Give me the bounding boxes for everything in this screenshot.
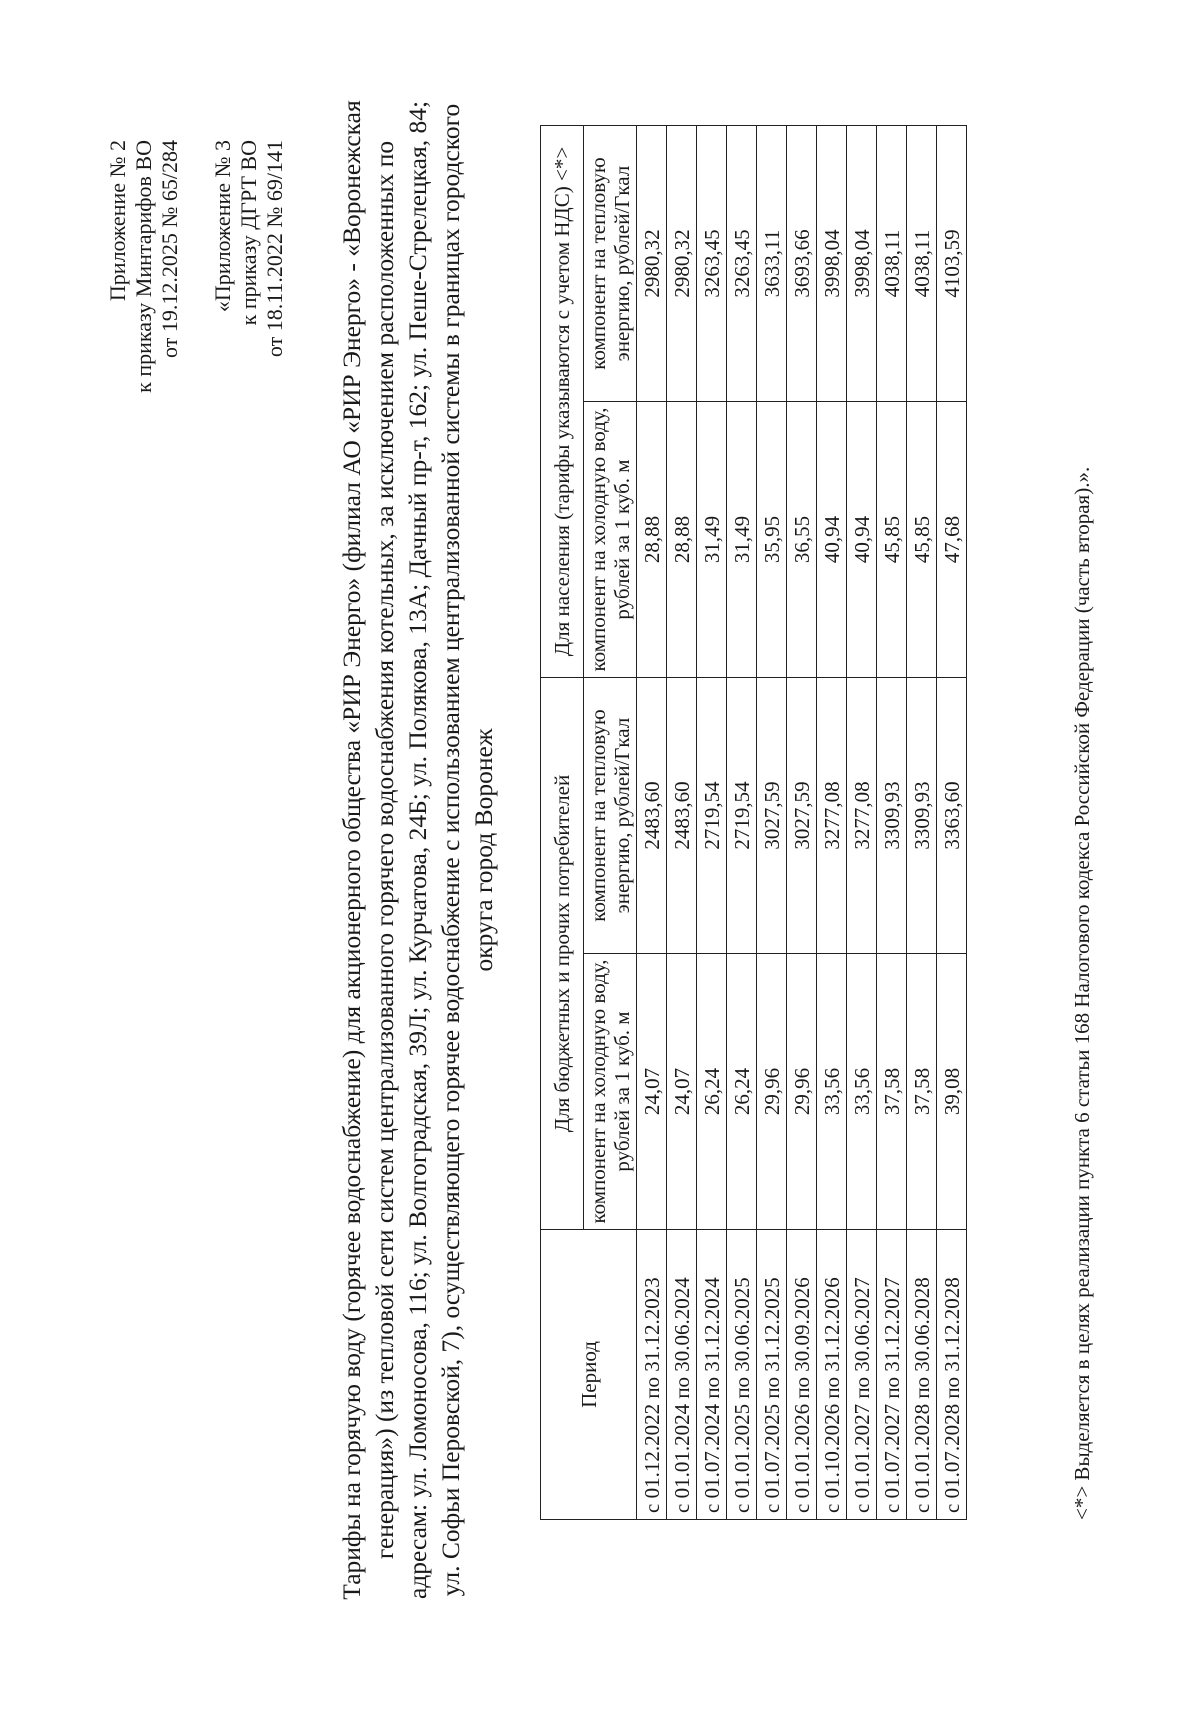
budget-cold-cell: 37,58 <box>907 954 937 1230</box>
table-row <box>697 126 727 1520</box>
appendix-order-ref: к приказу Минтарифов ВО <box>131 140 156 393</box>
population-heat-cell: 3263,45 <box>727 126 757 402</box>
subheader-budget-cold: компонент на холодную воду, рублей за 1 куб. м <box>584 954 637 1230</box>
period-cell: с 01.01.2025 по 30.06.2025 <box>727 1230 757 1520</box>
budget-heat-cell: 3277,08 <box>847 678 877 954</box>
period-cell: с 01.01.2028 по 30.06.2028 <box>907 1230 937 1520</box>
appendix-order-date: от 19.12.2025 № 65/284 <box>157 140 182 358</box>
rotated-document-page <box>60 80 1140 1640</box>
table-row <box>787 126 817 1520</box>
table-row <box>727 126 757 1520</box>
table-row <box>637 126 667 1520</box>
appendix-number: Приложение № 2 <box>105 140 130 302</box>
table-row <box>667 126 697 1520</box>
population-cold-cell: 40,94 <box>817 402 847 678</box>
table-row <box>907 126 937 1520</box>
appendix-prev-order-ref: к приказу ДГРТ ВО <box>236 140 261 326</box>
subheader-population-heat: компонент на тепловую энергию, рублей/Гкал <box>584 126 637 402</box>
budget-heat-cell: 2719,54 <box>727 678 757 954</box>
budget-heat-cell: 3309,93 <box>907 678 937 954</box>
population-heat-cell: 4038,11 <box>877 126 907 402</box>
budget-heat-cell: 3277,08 <box>817 678 847 954</box>
period-cell: с 01.01.2026 по 30.09.2026 <box>787 1230 817 1520</box>
population-cold-cell: 47,68 <box>937 402 967 678</box>
footnote: <*> Выделяется в целях реализации пункта 6 статьи 168 Налогового кодекса Российской Федерации (часть вторая).». <box>1070 466 1094 1520</box>
header-period: Период <box>541 1230 637 1520</box>
population-heat-cell: 3998,04 <box>847 126 877 402</box>
period-cell: с 01.01.2024 по 30.06.2024 <box>667 1230 697 1520</box>
budget-heat-cell: 3027,59 <box>787 678 817 954</box>
budget-heat-cell: 3309,93 <box>877 678 907 954</box>
table-row <box>937 126 967 1520</box>
budget-cold-cell: 24,07 <box>637 954 667 1230</box>
budget-cold-cell: 33,56 <box>817 954 847 1230</box>
population-cold-cell: 31,49 <box>727 402 757 678</box>
population-heat-cell: 3998,04 <box>817 126 847 402</box>
population-cold-cell: 31,49 <box>697 402 727 678</box>
population-cold-cell: 28,88 <box>637 402 667 678</box>
period-cell: с 01.07.2025 по 31.12.2025 <box>757 1230 787 1520</box>
budget-cold-cell: 29,96 <box>757 954 787 1230</box>
budget-cold-cell: 37,58 <box>877 954 907 1230</box>
budget-heat-cell: 3027,59 <box>757 678 787 954</box>
population-heat-cell: 3633,11 <box>757 126 787 402</box>
period-cell: с 01.07.2027 по 31.12.2027 <box>877 1230 907 1520</box>
appendix-header-current <box>105 140 183 393</box>
budget-cold-cell: 26,24 <box>727 954 757 1230</box>
document-title: Тарифы на горячую воду (горячее водоснабжение) для акционерного общества «РИР Энерго» (филиал АО «РИР Энерго» - «Воронежская генерация») (из тепловой сети систем централизованного горячего водоснабжения котельных, за исключением расположенных по адресам: ул. Ломоносова, 116; ул. Волгоградская, 39Л; ул. Курчатова, 24Б; ул. Полякова, 13А; Дачный пр-т, 162; ул. Пеше-Стрелецкая, 84; ул. Софьи Перовской, 7), осуществляющего горячее водоснабжение с использованием централизованной системы в границах городского округа город Воронеж <box>337 100 498 1600</box>
population-cold-cell: 45,85 <box>877 402 907 678</box>
period-cell: с 01.07.2028 по 31.12.2028 <box>937 1230 967 1520</box>
tariff-table <box>540 125 967 1520</box>
budget-heat-cell: 2719,54 <box>697 678 727 954</box>
population-cold-cell: 36,55 <box>787 402 817 678</box>
population-heat-cell: 2980,32 <box>667 126 697 402</box>
population-cold-cell: 45,85 <box>907 402 937 678</box>
appendix-header-previous <box>210 140 288 357</box>
budget-cold-cell: 26,24 <box>697 954 727 1230</box>
population-heat-cell: 3263,45 <box>697 126 727 402</box>
population-heat-cell: 2980,32 <box>637 126 667 402</box>
budget-cold-cell: 39,08 <box>937 954 967 1230</box>
table-row <box>877 126 907 1520</box>
budget-cold-cell: 24,07 <box>667 954 697 1230</box>
subheader-budget-heat: компонент на тепловую энергию, рублей/Гкал <box>584 678 637 954</box>
population-cold-cell: 28,88 <box>667 402 697 678</box>
population-heat-cell: 4103,59 <box>937 126 967 402</box>
table-row <box>757 126 787 1520</box>
budget-cold-cell: 29,96 <box>787 954 817 1230</box>
period-cell: с 01.10.2026 по 31.12.2026 <box>817 1230 847 1520</box>
budget-heat-cell: 2483,60 <box>637 678 667 954</box>
population-cold-cell: 40,94 <box>847 402 877 678</box>
table-row <box>817 126 847 1520</box>
appendix-prev-order-date: от 18.11.2022 № 69/141 <box>262 140 287 358</box>
population-heat-cell: 3693,66 <box>787 126 817 402</box>
budget-cold-cell: 33,56 <box>847 954 877 1230</box>
period-cell: с 01.07.2024 по 31.12.2024 <box>697 1230 727 1520</box>
header-population: Для населения (тарифы указываются с учетом НДС) <*> <box>541 126 584 678</box>
period-cell: с 01.12.2022 по 31.12.2023 <box>637 1230 667 1520</box>
subheader-population-cold: компонент на холодную воду, рублей за 1 куб. м <box>584 402 637 678</box>
population-heat-cell: 4038,11 <box>907 126 937 402</box>
budget-heat-cell: 2483,60 <box>667 678 697 954</box>
tariff-table-body <box>637 126 967 1520</box>
header-budget-consumers: Для бюджетных и прочих потребителей <box>541 678 584 1230</box>
population-cold-cell: 35,95 <box>757 402 787 678</box>
table-row <box>847 126 877 1520</box>
appendix-prev-number: «Приложение № 3 <box>210 140 235 313</box>
period-cell: с 01.01.2027 по 30.06.2027 <box>847 1230 877 1520</box>
budget-heat-cell: 3363,60 <box>937 678 967 954</box>
